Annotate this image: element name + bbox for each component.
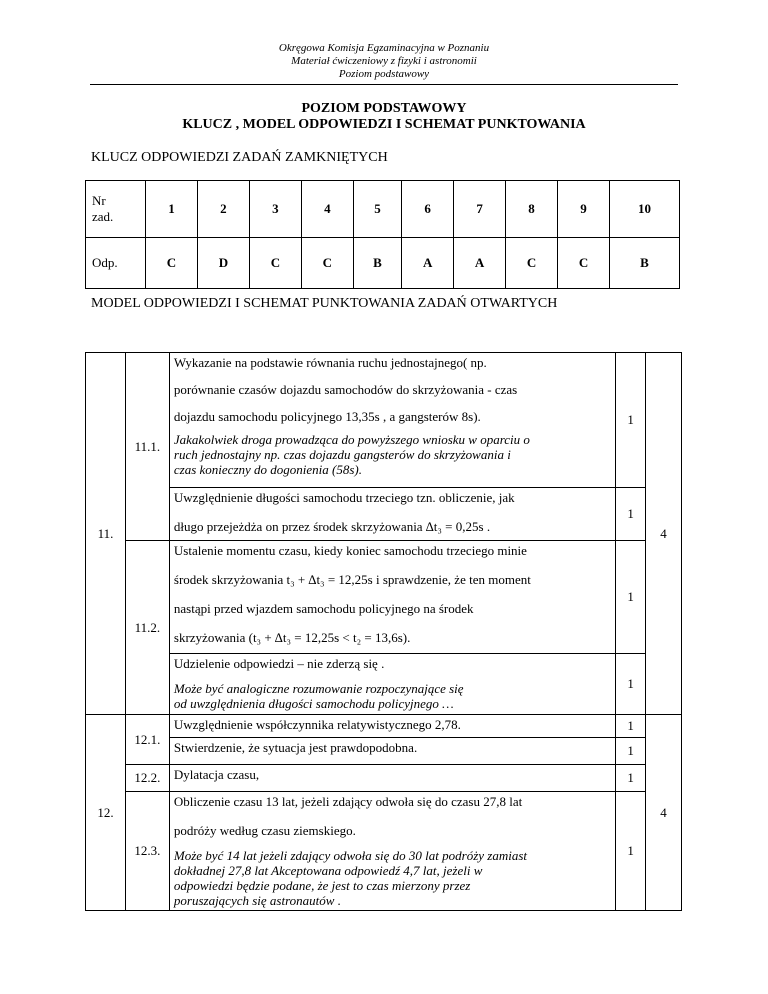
key-answer-cell: C bbox=[301, 238, 353, 289]
scoring-row bbox=[86, 488, 682, 541]
criterion-12-1-a: Uwzględnienie współczynnika relatywistycznego 2,78. bbox=[169, 715, 615, 738]
scoring-row bbox=[86, 765, 682, 792]
key-answer-cell: A bbox=[454, 238, 506, 289]
points-11-2-b: 1 bbox=[616, 654, 646, 715]
task-number-11: 11. bbox=[86, 353, 126, 715]
open-tasks-heading: MODEL ODPOWIEDZI I SCHEMAT PUNKTOWANIA ZADAŃ OTWARTYCH bbox=[91, 296, 558, 311]
key-answer-cell: C bbox=[506, 238, 558, 289]
scoring-row bbox=[86, 792, 682, 911]
key-number-cell: 7 bbox=[454, 181, 506, 238]
criterion-11-2-a: Ustalenie momentu czasu, kiedy koniec samochodu trzeciego minie środek skrzyżowania t₃ + ∆t₃ = 12,25s i sprawdzenie, że ten moment nastąpi przed wjazdem samochodu policyjnego na środek skrzyżowania (t₃ + ∆t₃ = 12,25s < t₂ = 13,6s). bbox=[169, 541, 615, 654]
points-11-2-a: 1 bbox=[616, 541, 646, 654]
criterion-12-3: Obliczenie czasu 13 lat, jeżeli zdający odwoła się do czasu 27,8 lat podróży według czasu ziemskiego. Może być 14 lat jeżeli zdający odwoła się do 30 lat podróży zamiast dokładnej 27,8 lat Akceptowana odpowiedź 4,7 lat, jeżeli w odpowiedzi będzie podane, że jest to czas mierzony przez poruszających się astronautów . bbox=[169, 792, 615, 911]
points-11-1-a: 1 bbox=[616, 353, 646, 488]
key-number-cell: 1 bbox=[146, 181, 198, 238]
criterion-11-2-b: Udzielenie odpowiedzi – nie zderzą się . Może być analogiczne rozumowanie rozpoczynające się od uwzględnienia długości samochodu policyjnego … bbox=[169, 654, 615, 715]
header-divider bbox=[90, 84, 678, 85]
answer-key-table bbox=[85, 180, 680, 289]
total-points-12: 4 bbox=[646, 715, 682, 911]
key-number-cell: 2 bbox=[197, 181, 249, 238]
points-12-1-a: 1 bbox=[616, 715, 646, 738]
key-number-cell: 10 bbox=[609, 181, 679, 238]
subtask-number-11-1: 11.1. bbox=[125, 353, 169, 541]
key-row-answers bbox=[86, 238, 680, 289]
closed-tasks-heading: KLUCZ ODPOWIEDZI ZADAŃ ZAMKNIĘTYCH bbox=[91, 150, 388, 165]
criterion-12-1-b: Stwierdzenie, że sytuacja jest prawdopodobna. bbox=[169, 738, 615, 765]
scoring-row bbox=[86, 738, 682, 765]
subtask-number-12-1: 12.1. bbox=[125, 715, 169, 765]
key-answer-cell: B bbox=[353, 238, 401, 289]
key-number-cell: 5 bbox=[353, 181, 401, 238]
page-title-main: KLUCZ , MODEL ODPOWIEDZI I SCHEMAT PUNKTOWANIA bbox=[182, 117, 586, 132]
key-row-label-odp: Odp. bbox=[86, 238, 146, 289]
criterion-11-1-a: Wykazanie na podstawie równania ruchu jednostajnego( np. porównanie czasów dojazdu samochodów do skrzyżowania - czas dojazdu samochodu policyjnego 13,35s , a gangsterów 8s). Jakakolwiek droga prowadząca do powyższego wniosku w oparciu o ruch jednostajny np. czas dojazdu gangsterów do skrzyżowania i czas konieczny do dogonienia (58s). bbox=[169, 353, 615, 488]
key-answer-cell: C bbox=[249, 238, 301, 289]
key-answer-cell: D bbox=[197, 238, 249, 289]
key-answer-cell: A bbox=[402, 238, 454, 289]
key-number-cell: 9 bbox=[558, 181, 610, 238]
subtask-number-12-2: 12.2. bbox=[125, 765, 169, 792]
key-number-cell: 3 bbox=[249, 181, 301, 238]
key-row-numbers bbox=[86, 181, 680, 238]
scoring-row bbox=[86, 654, 682, 715]
total-points-11: 4 bbox=[646, 353, 682, 715]
key-number-cell: 4 bbox=[301, 181, 353, 238]
header-level: Poziom podstawowy bbox=[338, 68, 430, 80]
key-number-cell: 6 bbox=[402, 181, 454, 238]
page-title-level: POZIOM PODSTAWOWY bbox=[301, 101, 467, 116]
header-institution: Okręgowa Komisja Egzaminacyjna w Poznaniu bbox=[278, 42, 490, 54]
subtask-number-12-3: 12.3. bbox=[125, 792, 169, 911]
key-answer-cell: C bbox=[558, 238, 610, 289]
criterion-12-2: Dylatacja czasu, bbox=[169, 765, 615, 792]
scoring-row bbox=[86, 541, 682, 654]
scoring-row bbox=[86, 353, 682, 488]
task-number-12: 12. bbox=[86, 715, 126, 911]
key-number-cell: 8 bbox=[506, 181, 558, 238]
points-12-2: 1 bbox=[616, 765, 646, 792]
header-material: Materiał ćwiczeniowy z fizyki i astronomii bbox=[291, 55, 477, 67]
key-row-label-nr: Nr zad. bbox=[86, 181, 146, 238]
scoring-table bbox=[85, 352, 682, 911]
key-answer-cell: B bbox=[609, 238, 679, 289]
points-12-1-b: 1 bbox=[616, 738, 646, 765]
criterion-11-1-b: Uwzględnienie długości samochodu trzeciego tzn. obliczenie, jak długo przejeżdża on przez środek skrzyżowania ∆t₃ = 0,25s . bbox=[169, 488, 615, 541]
points-11-1-b: 1 bbox=[616, 488, 646, 541]
key-answer-cell: C bbox=[146, 238, 198, 289]
points-12-3: 1 bbox=[616, 792, 646, 911]
subtask-number-11-2: 11.2. bbox=[125, 541, 169, 715]
scoring-row bbox=[86, 715, 682, 738]
